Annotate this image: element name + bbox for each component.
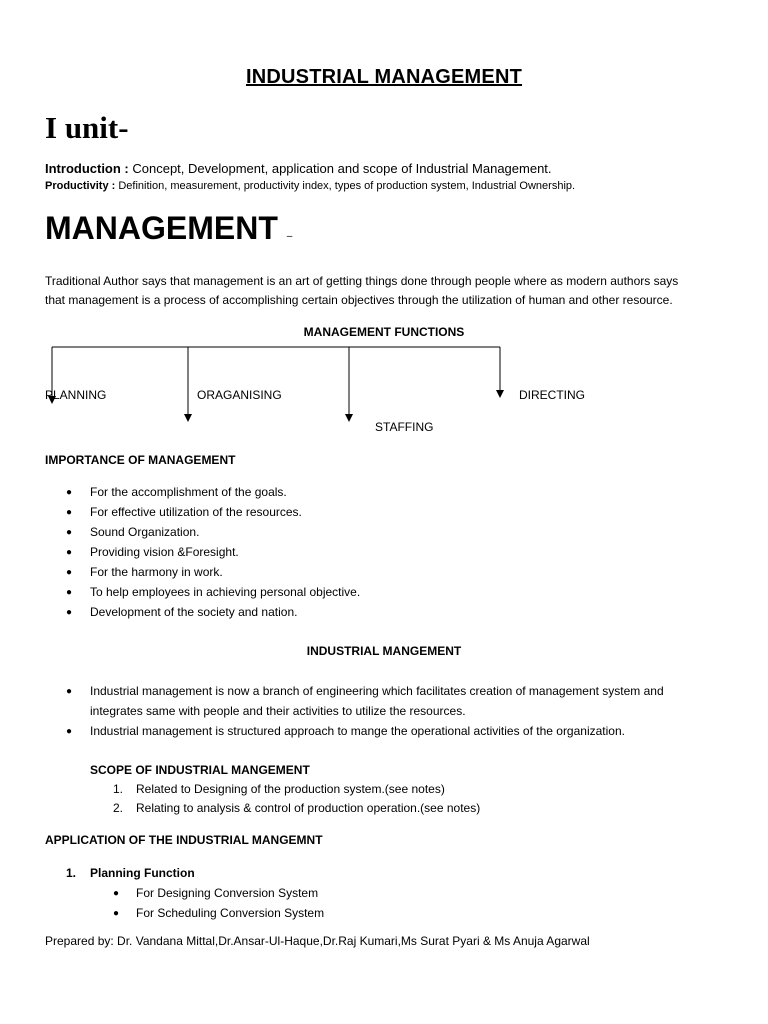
bullet-icon: ● xyxy=(66,587,73,598)
industrial-item-line: Industrial management is structured approach to mange the operational activities of the organization. xyxy=(90,724,625,738)
bullet-icon: ● xyxy=(113,888,120,899)
scope-item-number: 1. xyxy=(113,782,124,796)
definition-line-1: Traditional Author says that management is an art of getting things done through people where as modern authors says xyxy=(45,274,679,288)
importance-item: For the accomplishment of the goals. xyxy=(90,485,287,499)
productivity-text: Definition, measurement, productivity index, types of production system, Industrial Ownership. xyxy=(115,180,576,192)
bullet-icon: ● xyxy=(66,686,73,697)
scope-item-number: 2. xyxy=(113,801,124,815)
introduction-text: Concept, Development, application and scope of Industrial Management. xyxy=(128,161,552,176)
importance-item: Sound Organization. xyxy=(90,525,200,539)
node-organising: ORAGANISING xyxy=(197,388,282,402)
introduction-label: Introduction : xyxy=(45,161,129,176)
node-staffing: STAFFING xyxy=(375,420,434,434)
arrow-directing xyxy=(496,390,504,398)
importance-item: Development of the society and nation. xyxy=(90,605,298,619)
footer-credits: Prepared by: Dr. Vandana Mittal,Dr.Ansar-Ul-Haque,Dr.Raj Kumari,Ms Surat Pyari & Ms Anuja Agarwal xyxy=(45,934,590,948)
unit-heading: I unit- xyxy=(45,110,129,145)
application-item: For Designing Conversion System xyxy=(136,886,319,900)
application-sub-number: 1. xyxy=(66,866,77,880)
scope-heading: SCOPE OF INDUSTRIAL MANGEMENT xyxy=(90,763,310,777)
functions-tree-diagram xyxy=(0,0,768,440)
bullet-icon: ● xyxy=(66,507,73,518)
importance-item: To help employees in achieving personal objective. xyxy=(90,585,361,599)
definition-line-2: that management is a process of accomplishing certain objectives through the utilization of human and other resource. xyxy=(45,293,673,307)
bullet-icon: ● xyxy=(66,487,73,498)
productivity-label: Productivity : xyxy=(45,180,116,192)
scope-item: Relating to analysis & control of production operation.(see notes) xyxy=(136,801,481,815)
bullet-icon: ● xyxy=(66,547,73,558)
industrial-management-heading: INDUSTRIAL MANGEMENT xyxy=(306,644,462,658)
bullet-icon: ● xyxy=(113,908,120,919)
bullet-icon: ● xyxy=(66,567,73,578)
arrow-organising xyxy=(184,414,192,422)
management-dash: – xyxy=(286,231,293,242)
application-sub-heading: Planning Function xyxy=(90,866,195,880)
node-directing: DIRECTING xyxy=(519,388,585,402)
importance-item: For effective utilization of the resources. xyxy=(90,505,302,519)
bullet-icon: ● xyxy=(66,527,73,538)
importance-heading: IMPORTANCE OF MANAGEMENT xyxy=(45,453,236,467)
document-title: INDUSTRIAL MANAGEMENT xyxy=(245,66,523,88)
scope-item: Related to Designing of the production system.(see notes) xyxy=(136,782,445,796)
bullet-icon: ● xyxy=(66,607,73,618)
bullet-icon: ● xyxy=(66,726,73,737)
node-planning: PLANNING xyxy=(45,388,107,402)
application-heading: APPLICATION OF THE INDUSTRIAL MANGEMNT xyxy=(45,833,323,847)
functions-heading: MANAGEMENT FUNCTIONS xyxy=(303,325,465,339)
arrow-staffing xyxy=(345,414,353,422)
industrial-item-line: Industrial management is now a branch of engineering which facilitates creation of management system and xyxy=(90,684,664,698)
management-heading-text: MANAGEMENT xyxy=(45,210,278,246)
application-item: For Scheduling Conversion System xyxy=(136,906,325,920)
importance-item: Providing vision &Foresight. xyxy=(90,545,239,559)
importance-item: For the harmony in work. xyxy=(90,565,223,579)
industrial-item-line: integrates same with people and their activities to utilize the resources. xyxy=(90,704,466,718)
